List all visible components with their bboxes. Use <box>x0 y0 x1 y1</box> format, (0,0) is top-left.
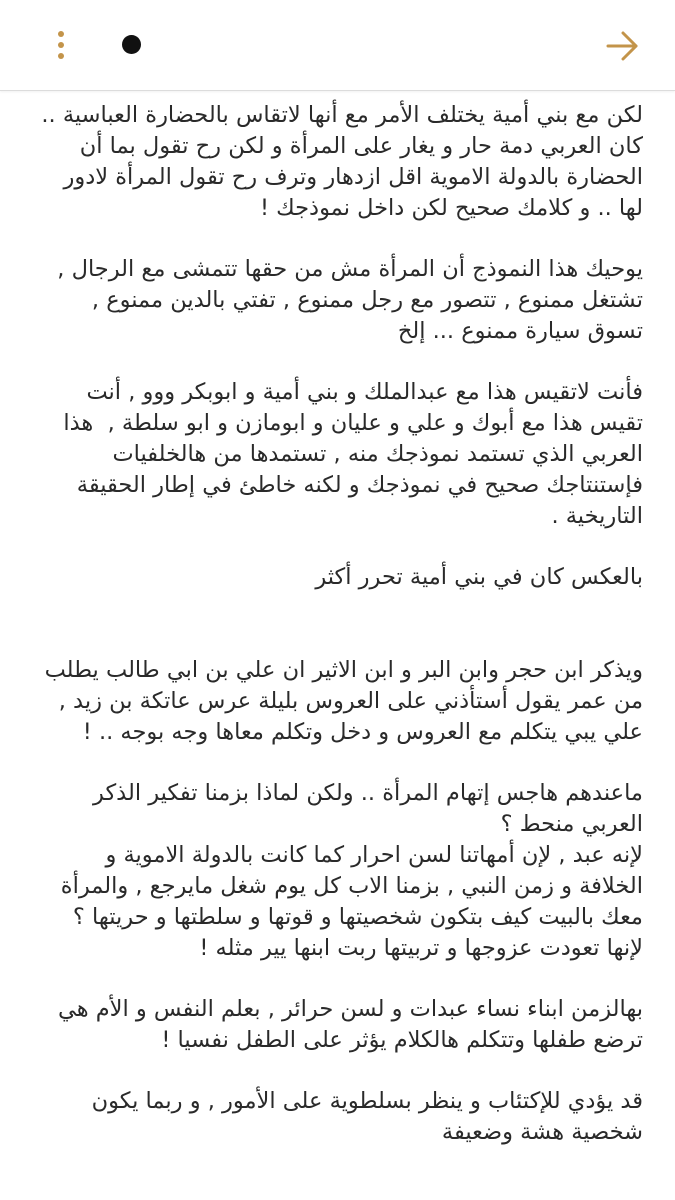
note-paragraph: لكن مع بني أمية يختلف الأمر مع أنها لاتقاس بالحضارة العباسية .. كان العربي دمة حار و يغار على المرأة و لكن رح تقول بما أن الحضارة بالدولة الاموية اقل ازدهار وترف رح تقول المرأة لادور لها .. و كلامك صحيح لكن داخل نموذجك ! <box>34 102 643 221</box>
note-paragraph: قد يؤدي للإكتئاب و ينظر بسلطوية على الأمور , و ربما يكون شخصية هشة وضعيفة <box>84 1088 643 1145</box>
paragraph-spacer <box>38 593 643 655</box>
paragraph-spacer <box>38 748 643 778</box>
note-text-area[interactable] <box>34 100 643 1180</box>
note-paragraph: فأنت لاتقيس هذا مع عبدالملك و بني أمية و ابوبكر ووو , أنت تقيس هذا مع أبوك و علي و عليان و ابومازن و ابو سلطة , هذا العربي الذي تستمد نموذجك منه , تستمدها من هالخلفيات فإستنتاجك صحيح في نموذجك و لكنه خاطئ في إطار الحقيقة التاريخية . <box>56 379 643 529</box>
note-paragraph: بالعكس كان في بني أمية تحرر أكثر <box>315 564 643 590</box>
paragraph-spacer <box>38 1056 643 1086</box>
more-vert-icon <box>58 31 64 37</box>
note-paragraph: بهالزمن ابناء نساء عبدات و لسن حرائر , بعلم النفس و الأم هي ترضع طفلها وتتكلم هالكلام يؤثر على الطفل نفسيا ! <box>50 996 643 1053</box>
top-toolbar <box>0 0 675 91</box>
record-dot-icon[interactable] <box>122 35 141 54</box>
more-vert-icon-dot <box>58 42 64 48</box>
paragraph-spacer <box>38 347 643 377</box>
forward-button[interactable] <box>600 24 644 68</box>
note-paragraph: يوحيك هذا النموذج أن المرأة مش من حقها تتمشى مع الرجال , تشتغل ممنوع , تتصور مع رجل ممنوع , تفتي بالدين ممنوع , تسوق سيارة ممنوع ... إلخ <box>50 256 643 344</box>
paragraph-spacer <box>38 224 643 254</box>
paragraph-spacer <box>38 964 643 994</box>
more-options-button[interactable] <box>44 22 78 68</box>
more-vert-icon-dot <box>58 53 64 59</box>
arrow-forward-icon <box>600 24 644 68</box>
paragraph-spacer <box>38 532 643 562</box>
note-paragraph: ويذكر ابن حجر وابن البر و ابن الاثير ان علي بن ابي طالب يطلب من عمر يقول أستأذني على العروس بليلة عرس عاتكة بن زيد , علي يبي يتكلم مع العروس و دخل وتكلم معاها وجه بوجه .. ! <box>37 657 643 745</box>
note-paragraph: ماعندهم هاجس إتهام المرأة .. ولكن لماذا بزمنا تفكير الذكر العربي منحط ؟ لإنه عبد , لإن أمهاتنا لسن احرار كما كانت بالدولة الاموية و الخلافة و زمن النبي , بزمنا الاب كل يوم شغل مايرجع , والمرأة معك بالبيت كيف بتكون شخصيتها و قوتها و سلطتها و حريتها ؟ لإنها تعودت عزوجها و تربيتها ربت ابنها يير مثله ! <box>60 780 643 961</box>
